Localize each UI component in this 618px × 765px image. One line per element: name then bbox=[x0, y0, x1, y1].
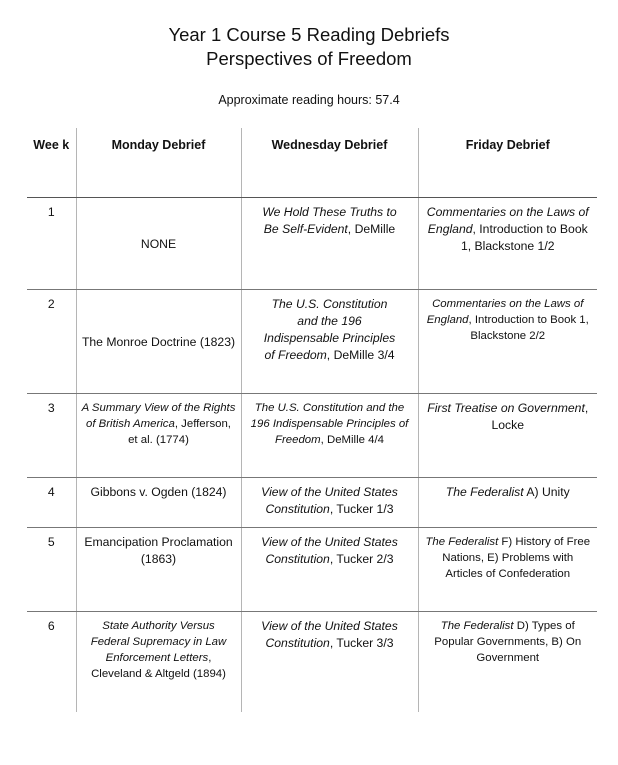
friday-debrief-cell bbox=[418, 528, 597, 612]
work-title: A Summary View of the Rights of British America bbox=[81, 402, 236, 430]
header-monday: Monday Debrief bbox=[76, 128, 241, 198]
debrief-table bbox=[27, 128, 597, 712]
header-row bbox=[27, 128, 597, 198]
week-number: 1 bbox=[27, 198, 76, 290]
work-title: The U.S. Constitution and the 196 Indispensable Principles of Freedom bbox=[250, 402, 409, 446]
reading-detail: , Tucker 3/3 bbox=[329, 636, 394, 650]
monday-debrief-cell bbox=[76, 394, 241, 478]
reading-detail: , Locke bbox=[491, 401, 589, 432]
reading-detail: Gibbons v. Ogden (1824) bbox=[90, 485, 227, 499]
reading-detail: A) Unity bbox=[523, 485, 570, 499]
monday-debrief-cell bbox=[76, 528, 241, 612]
work-title: The Federalist bbox=[440, 620, 514, 632]
week-number: 5 bbox=[27, 528, 76, 612]
friday-debrief-cell bbox=[418, 478, 597, 528]
reading-hours: Approximate reading hours: 57.4 bbox=[218, 93, 400, 107]
table-row bbox=[27, 478, 597, 528]
reading-detail: , Introduction to Book 1, Blackstone 1/2 bbox=[461, 222, 588, 253]
reading-detail: , Tucker 1/3 bbox=[329, 502, 394, 516]
reading-detail: Emancipation Proclamation (1863) bbox=[84, 535, 233, 566]
work-title: The U.S. Constitution and the 196 Indispensable Principles of Freedom bbox=[263, 297, 396, 362]
friday-debrief-cell bbox=[418, 198, 597, 290]
title-line-2: Perspectives of Freedom bbox=[206, 48, 412, 69]
reading-detail: , DeMille 3/4 bbox=[326, 348, 395, 362]
friday-debrief-cell bbox=[418, 612, 597, 712]
header-week: Wee k bbox=[27, 128, 76, 198]
wednesday-debrief-cell bbox=[241, 612, 418, 712]
table-row bbox=[27, 612, 597, 712]
week-number: 3 bbox=[27, 394, 76, 478]
work-title: First Treatise on Government bbox=[427, 401, 585, 415]
work-title: Commentaries on the Laws of England bbox=[426, 205, 589, 236]
monday-debrief-cell bbox=[76, 478, 241, 528]
work-title: Commentaries on the Laws of England bbox=[426, 298, 584, 326]
header-wednesday: Wednesday Debrief bbox=[241, 128, 418, 198]
work-title: The Federalist bbox=[445, 485, 524, 499]
header-friday: Friday Debrief bbox=[418, 128, 597, 198]
monday-debrief-cell bbox=[76, 290, 241, 394]
table-body bbox=[27, 198, 597, 712]
document-title bbox=[0, 23, 618, 71]
title-line-1: Year 1 Course 5 Reading Debriefs bbox=[168, 24, 450, 45]
work-title: We Hold These Truths to Be Self-Evident bbox=[262, 205, 397, 236]
table-row bbox=[27, 528, 597, 612]
wednesday-debrief-cell bbox=[241, 198, 418, 290]
work-title: View of the United States Constitution bbox=[261, 535, 398, 566]
reading-detail: , DeMille 4/4 bbox=[320, 434, 384, 446]
table-row bbox=[27, 198, 597, 290]
work-title: The Federalist bbox=[425, 536, 499, 548]
reading-detail: , Tucker 2/3 bbox=[329, 552, 394, 566]
monday-debrief-cell bbox=[76, 612, 241, 712]
work-title: View of the United States Constitution bbox=[261, 619, 398, 650]
reading-detail: The Monroe Doctrine (1823) bbox=[81, 334, 236, 349]
monday-debrief-cell bbox=[76, 198, 241, 290]
wednesday-debrief-cell bbox=[241, 478, 418, 528]
reading-detail: NONE bbox=[140, 236, 177, 251]
reading-detail: F) History of Free Nations, E) Problems with Articles of Confederation bbox=[442, 536, 591, 580]
reading-detail: , Introduction to Book 1, Blackstone 2/2 bbox=[468, 314, 589, 342]
table-row bbox=[27, 394, 597, 478]
work-title: View of the United States Constitution bbox=[261, 485, 398, 516]
friday-debrief-cell bbox=[418, 394, 597, 478]
work-title: State Authority Versus Federal Supremacy in Law Enforcement Letters bbox=[90, 620, 227, 664]
reading-detail: D) Types of Popular Governments, B) On Government bbox=[434, 620, 582, 664]
table-row bbox=[27, 290, 597, 394]
week-number: 4 bbox=[27, 478, 76, 528]
wednesday-debrief-cell bbox=[241, 394, 418, 478]
week-number: 2 bbox=[27, 290, 76, 394]
wednesday-debrief-cell bbox=[241, 528, 418, 612]
friday-debrief-cell bbox=[418, 290, 597, 394]
reading-detail: , Cleveland & Altgeld (1894) bbox=[91, 652, 226, 680]
week-number: 6 bbox=[47, 619, 55, 633]
reading-detail: , Jefferson, et al. (1774) bbox=[128, 418, 231, 446]
wednesday-debrief-cell bbox=[241, 290, 418, 394]
reading-detail: , DeMille bbox=[347, 222, 396, 236]
